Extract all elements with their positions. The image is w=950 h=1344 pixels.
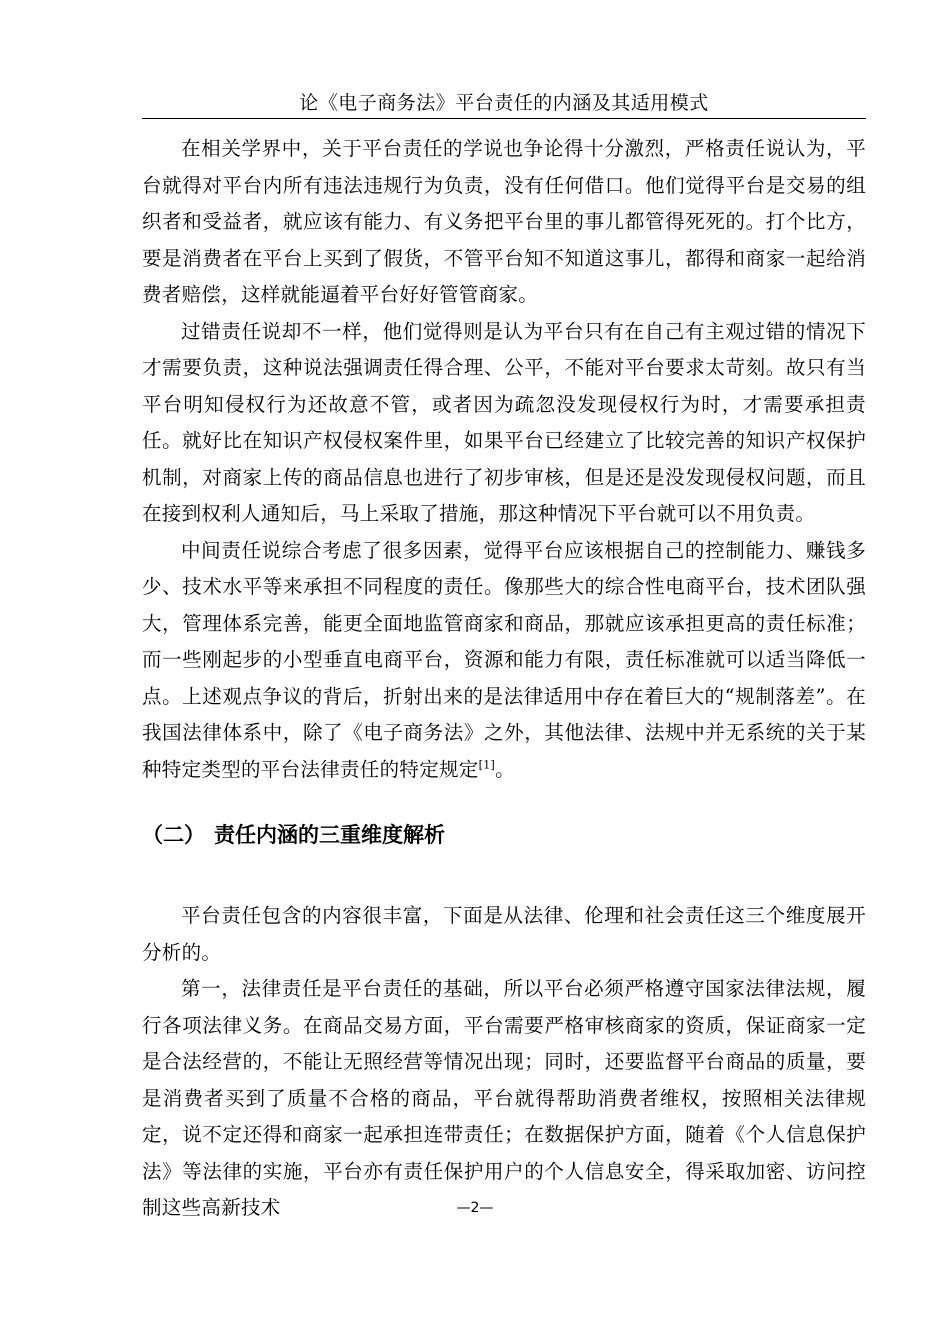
section-heading	[142, 820, 866, 850]
paragraph-legal-responsibility: 第一，法律责任是平台责任的基础，所以平台必须严格遵守国家法律法规，履行各项法律义务。在商品交易方面，平台需要严格审核商家的资质，保证商家一定是合法经营的，不能让无照经营等情况出现；同时，还要监督平台商品的质量，要是消费者买到了质量不合格的商品，平台就得帮助消费者维权，按照相关法律规定，说不定还得和商家一起承担连带责任；在数据保护方面，随着《个人信息保护法》等法律的实施，平台亦有责任保护用户的个人信息安全，得采取加密、访问控制这些高新技术	[142, 977, 866, 1219]
paragraph-fault-liability: 过错责任说却不一样，他们觉得则是认为平台只有在自己有主观过错的情况下才需要负责，这种说法强调责任得合理、公平，不能对平台要求太苛刻。故只有当平台明知侵权行为还故意不管，或者因为疏忽没发现侵权行为时，才需要承担责任。就好比在知识产权侵权案件里，如果平台已经建立了比较完善的知识产权保护机制，对商家上传的商品信息也进行了初步审核，但是还是没发现侵权问题，而且在接到权利人通知后，马上采取了措施，那这种情况下平台就可以不用负责。	[142, 319, 866, 525]
page-number: —2—	[456, 1200, 494, 1216]
paragraph-dimensions-intro: 平台责任包含的内容很丰富，下面是从法律、伦理和社会责任这三个维度展开分析的。	[142, 904, 866, 964]
page-content	[142, 131, 866, 1227]
footnote-reference[interactable]: [1]	[478, 758, 496, 771]
paragraph-intermediate-tail: 。	[495, 757, 515, 781]
paragraph-intermediate-liability	[142, 533, 866, 789]
running-header-title: 论《电子商务法》平台责任的内涵及其适用模式	[299, 92, 709, 114]
header-rule	[142, 118, 866, 119]
section-title: 责任内涵的三重维度解析	[214, 823, 445, 847]
section-heading-wrapper	[142, 820, 866, 850]
section-number: （二）	[142, 823, 205, 847]
paragraph-intermediate-text: 中间责任说综合考虑了很多因素，觉得平台应该根据自己的控制能力、赚钱多少、技术水平等来承担不同程度的责任。像那些大的综合性电商平台，技术团队强大，管理体系完善，能更全面地监管商家和商品，那就应该承担更高的责任标准；而一些刚起步的小型垂直电商平台，资源和能力有限，责任标准就可以适当降低一点。上述观点争议的背后，折射出来的是法律适用中存在着巨大的“规制落差”。在我国法律体系中，除了《电子商务法》之外，其他法律、法规中并无系统的关于某种特定类型的平台法律责任的特定规定	[142, 538, 866, 781]
paragraph-strict-liability: 在相关学界中，关于平台责任的学说也争论得十分激烈，严格责任说认为，平台就得对平台内所有违法违规行为负责，没有任何借口。他们觉得平台是交易的组织者和受益者，就应该有能力、有义务把平台里的事儿都管得死死的。打个比方，要是消费者在平台上买到了假货，不管平台知不知道这事儿，都得和商家一起给消费者赔偿，这样就能逼着平台好好管管商家。	[142, 137, 866, 306]
